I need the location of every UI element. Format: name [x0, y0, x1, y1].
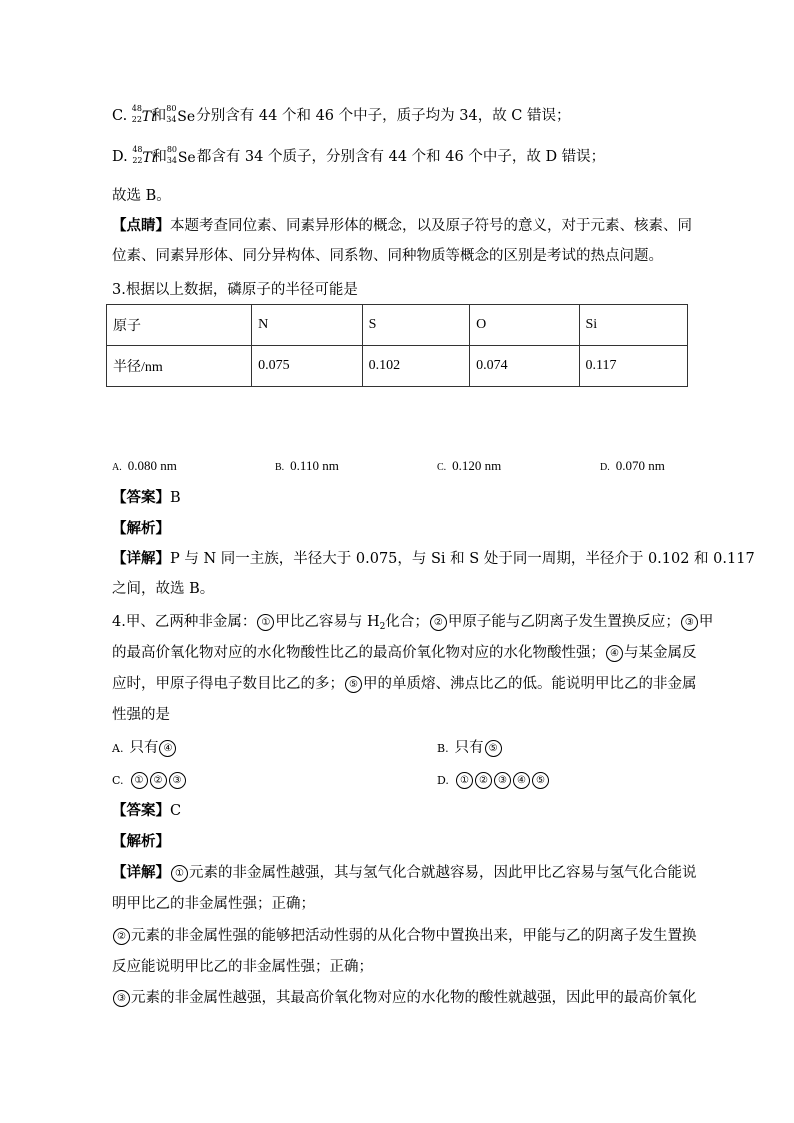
q4-detail-2-line-1: [112, 926, 697, 946]
detail-text: 元素的非金属性强的能够把活动性弱的从化合物中置换出来，甲能与乙的阴离子发生置换: [131, 928, 697, 944]
q4-stem-text: 4.甲、乙两种非金属：: [112, 614, 257, 630]
table-cell: 原子: [107, 305, 252, 346]
q3-analysis-tag: 【解析】: [112, 520, 170, 537]
conjunction: 和: [151, 108, 167, 124]
q4-option-b: [437, 738, 503, 759]
detail-text: P 与 N 同一主族，半径大于 0.075，与 Si 和 S 处于同一周期，半径介于 0.102 和 0.117: [170, 551, 755, 567]
q4-option-d: [437, 770, 550, 791]
circled-number: ①: [131, 772, 148, 789]
answer-tag: 【答案】: [112, 802, 170, 819]
table-cell: 0.102: [362, 346, 469, 387]
element-symbol: Se: [177, 109, 196, 125]
option-text: 分别含有 44 个和 46 个中子，质子均为 34，故 C 错误；: [196, 108, 571, 124]
q4-answer-line: [112, 801, 181, 821]
comment-text: 本题考查同位素、同素异形体的概念，以及原子符号的意义，对于元素、核素、同: [170, 218, 692, 234]
q4-stem-text: 应时，甲原子得电子数目比乙的多；: [112, 676, 344, 692]
circled-number: ③: [681, 614, 698, 631]
element-symbol: Se: [177, 150, 196, 166]
detail-text: 元素的非金属性越强，其与氢气化合就越容易，因此甲比乙容易与氢气化合能说: [189, 865, 697, 881]
atomic-number: 34: [166, 115, 177, 124]
table-cell: 0.075: [252, 346, 362, 387]
subscript: 2: [379, 622, 386, 632]
option-label: A.: [112, 742, 124, 755]
table-row: [107, 346, 688, 387]
table-cell: 半径/nm: [107, 346, 252, 387]
circled-number: ①: [257, 614, 274, 631]
answer-value: C: [170, 803, 182, 819]
detail-tag: 【详解】: [112, 550, 170, 567]
circled-number: ②: [113, 928, 130, 945]
option-c-prev-line: [112, 106, 571, 126]
table-cell: S: [362, 305, 469, 346]
table-cell: 0.074: [470, 346, 579, 387]
circled-number: ①: [171, 865, 188, 882]
option-label: B.: [437, 742, 449, 755]
conjunction: 和: [152, 149, 167, 165]
table-cell: Si: [579, 305, 688, 346]
atomic-number: 22: [132, 156, 143, 165]
q4-stem-text: 甲的单质熔、沸点比乙的低。能说明甲比乙的非金属: [363, 676, 697, 692]
circled-number: ③: [494, 772, 511, 789]
q4-stem-text: 的最高价氧化物对应的水化物酸性比乙的最高价氧化物对应的水化物酸性强；: [112, 645, 605, 661]
q3-detail-line-2: 之间，故选 B。: [112, 581, 215, 597]
circled-number: ④: [159, 740, 176, 757]
atomic-number: 34: [166, 156, 178, 165]
table-cell: N: [252, 305, 362, 346]
table-cell: O: [470, 305, 579, 346]
circled-number: ③: [113, 990, 130, 1007]
q4-stem-line-4: 性强的是: [112, 707, 170, 723]
option-text: 0.120 nm: [452, 458, 502, 473]
comment-line-2: 位素、同素异形体、同分异构体、同系物、同种物质等概念的区别是考试的热点问题。: [112, 248, 663, 264]
q4-stem-text: 甲: [698, 614, 714, 630]
circled-number: ⑤: [345, 676, 362, 693]
q4-option-a: [112, 738, 177, 759]
circled-number: ②: [475, 772, 492, 789]
q3-detail-line-1: [112, 549, 755, 569]
q4-detail-1-line-2: 明甲比乙的非金属性强；正确；: [112, 896, 315, 912]
option-label: C.: [437, 462, 447, 473]
q3-answer-line: [112, 488, 181, 508]
circled-number: ②: [430, 614, 447, 631]
q3-option-a: [112, 458, 177, 474]
option-label: C.: [112, 774, 124, 787]
circled-number: ⑤: [485, 740, 502, 757]
mass-number: 80: [166, 145, 178, 154]
choose-b-line: 故选 B。: [112, 188, 171, 204]
option-d-prev-line: [112, 147, 605, 167]
q3-option-b: [275, 458, 339, 474]
q3-option-d: [600, 458, 665, 474]
comment-tag: 【点睛】: [112, 217, 170, 234]
q4-detail-3-line-1: [112, 988, 697, 1008]
q4-detail-1-line-1: [112, 863, 697, 883]
option-text: 只有: [129, 740, 159, 756]
option-text: 0.070 nm: [615, 458, 665, 473]
option-text: 0.110 nm: [290, 458, 339, 473]
q4-detail-2-line-2: 反应能说明甲比乙的非金属性强；正确；: [112, 959, 373, 975]
answer-tag: 【答案】: [112, 489, 170, 506]
circled-number: ⑤: [532, 772, 549, 789]
option-label: C.: [112, 108, 128, 124]
table-cell: 0.117: [579, 346, 688, 387]
q4-stem-text: 甲原子能与乙阴离子发生置换反应；: [447, 614, 680, 630]
option-label: D.: [112, 149, 128, 165]
q3-option-c: [437, 458, 501, 474]
q4-analysis-tag: 【解析】: [112, 833, 170, 850]
atomic-number: 22: [131, 115, 142, 124]
q4-stem-line-2: [112, 643, 697, 663]
option-text: 都含有 34 个质子，分别含有 44 个和 46 个中子，故 D 错误；: [196, 149, 606, 165]
question-3-stem: 3.根据以上数据，磷原子的半径可能是: [112, 282, 358, 298]
comment-line-1: [112, 216, 692, 236]
answer-value: B: [170, 490, 181, 506]
q4-stem-text: 甲比乙容易与 H: [275, 614, 380, 630]
circled-number: ③: [169, 772, 186, 789]
q4-stem-text: 与某金属反: [624, 645, 697, 661]
mass-number: 80: [166, 104, 177, 113]
q4-stem-line-3: [112, 674, 697, 694]
selenium-isotope: [167, 147, 197, 167]
titanium-isotope: [132, 145, 157, 167]
radius-table: [106, 304, 688, 387]
element-symbol: Ti: [141, 109, 156, 125]
q4-stem-text: 化合；: [385, 614, 429, 630]
circled-number: ④: [513, 772, 530, 789]
mass-number: 48: [132, 145, 143, 154]
option-label: D.: [600, 462, 610, 473]
q4-stem-line-1: [112, 612, 713, 637]
element-symbol: Ti: [142, 150, 157, 166]
circled-number: ①: [456, 772, 473, 789]
option-label: A.: [112, 462, 122, 473]
option-text: 只有: [454, 740, 484, 756]
selenium-isotope: [166, 106, 196, 126]
q4-option-c: [112, 770, 187, 791]
mass-number: 48: [131, 104, 142, 113]
detail-tag: 【详解】: [112, 864, 170, 881]
table-header-row: [107, 305, 688, 346]
option-label: D.: [437, 774, 449, 787]
circled-number: ②: [150, 772, 167, 789]
detail-text: 元素的非金属性越强，其最高价氧化物对应的水化物的酸性就越强，因此甲的最高价氧化: [131, 990, 697, 1006]
option-label: B.: [275, 462, 285, 473]
titanium-isotope: [131, 104, 156, 126]
option-text: 0.080 nm: [127, 458, 177, 473]
circled-number: ④: [606, 645, 623, 662]
